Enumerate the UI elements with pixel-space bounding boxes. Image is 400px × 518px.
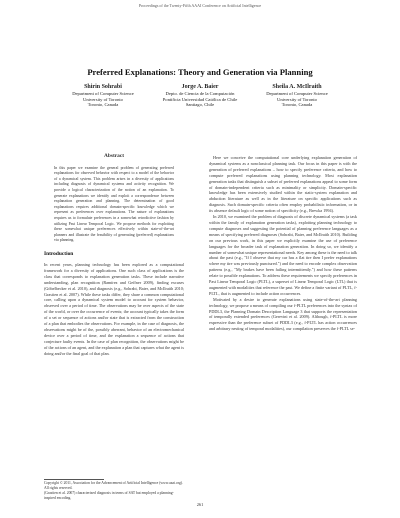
right-column: [209, 155, 357, 332]
right-paragraph-1: Here we conceive the computational core underlying explanation generation of dynamical systems as a nonclassical planning task. Our focus in this paper is with the generation of preferred explanations – how to specify preference criteria, and how to compute preferred explanations using planning technology. Most explanation generation tasks that distinguish a subset of preferred explanations appeal to some form of domain-independent criteria such as minimality or simplicity. Domain-specific knowledge has been extensively studied within the static-system explanation and abduction literature as well as in the literature on specific applications such as diagnosis. Such domain-specific criteria often employ probabilistic information, or in its absence default logic of some notion of specificity (e.g., Brewka 1994).: [209, 155, 357, 214]
section-heading-introduction: Introduction: [44, 251, 74, 257]
author-1: [48, 84, 158, 108]
footnote-divider: [44, 479, 104, 480]
author-2: [145, 84, 255, 108]
author-3: [242, 84, 352, 108]
introduction-paragraph: In recent years, planning technology has been explored as a computational framework for a diversity of applications. One such class of applications is the class that corresponds to explanation generation tasks. These include narrative understanding, plan recognition (Ramírez and Geffner 2009), finding excuses (Göbelbecker et al. 2010), and diagnosis (e.g., Sohrabi, Baier, and McIlraith 2010; Grastien et al. 2007). While these tasks differ, they share a common computational core, calling upon a dynamical system model to account for system behavior, observed over a period of time. The observations may be over aspects of the state of the world, or over the occurrence of events; the account typically takes the form of a set or sequence of actions and/or state that is extracted from the construction of a plan that embodies the observations. For example, in the case of diagnosis, the observations might be of the, possibly aberrant, behavior of an electromechanical device over a period of time, and the explanation a sequence of actions that conjecture faulty events. In the case of plan recognition, the observations might be of the actions of an agent, and the explanation a plan that captures what the agent is doing and/or the final goal of that plan.: [44, 262, 184, 356]
footnotes: [44, 481, 184, 501]
author-dept: Department of Computer Science: [72, 91, 134, 96]
author-block: [48, 84, 352, 124]
footnote-1: (Grastien et al. 2007) characterized diagnosis in terms of SAT but employed a planning-inspired encoding.: [44, 491, 174, 500]
author-institution: University of Toronto: [277, 96, 317, 102]
paper-title: Preferred Explanations: Theory and Generation via Planning: [87, 67, 313, 77]
proceedings-header: Proceedings of the Twenty-Fifth AAAI Conference on Artificial Intelligence: [138, 3, 262, 8]
page-number: 261: [196, 502, 204, 507]
author-dept: Depto. de Ciencia de la Computación: [165, 91, 235, 96]
author-city: Toronto, Canada: [281, 102, 313, 108]
abstract-text: In this paper we examine the general problem of generating preferred explanations for observed behavior with respect to a model of the behavior of a dynamical system. This problem arises in a diversity of applications including diagnosis of dynamical systems and activity recognition. We provide a logical characterization of the notion of an explanation. To generate explanations we identify and exploit a correspondence between explanation generation and planning. The determination of good explanations requires additional domain-specific knowledge which we represent as preferences over explanations. The nature of explanations requires us to formulate preferences in a somewhat retrodictive fashion by utilizing Past Linear Temporal Logic. We propose methods for exploiting these somewhat unique preferences effectively within state-of-the-art planners and illustrate the feasibility of generating (preferred) explanations via planning.: [54, 165, 174, 243]
introduction-body: [44, 262, 184, 357]
right-paragraph-2: In 2010, we examined the problem of diagnosis of discrete dynamical systems (a task within the family of explanation generation tasks), exploiting planning technology to compute diagnoses and suggesting the potential of planning preference languages as a means of specifying preferred diagnoses (Sohrabi, Baier, and McIlraith 2010). Building on our previous work, in this paper we explicitly examine the use of preference languages for the broader task of explanation generation. In doing so, we identify a number of somewhat unique representational needs. Key among these is the need to talk about the past (e.g., "If I observe that my car has a flat tire then I prefer explanations where my tire was previously punctured.") and the need to encode complex observation patterns (e.g., "My brakes have been failing intermittently.") and how these patterns relate to possible explanations. To address these requirements we specify preferences in Past Linear Temporal Logic (PLTL), a superset of Linear Temporal Logic (LTL) that is augmented with modalities that reference the past. We define a finite variant of PLTL, f-PLTL, that is augmented to include action occurrences.: [209, 214, 357, 296]
copyright-notice: Copyright © 2011, Association for the Advancement of Artificial Intelligence (www.aaai.org). All rights reserved.: [44, 481, 183, 490]
abstract: [54, 154, 174, 244]
author-name: Sheila A. McIlraith: [272, 84, 322, 90]
author-name: Shirin Sohrabi: [84, 84, 122, 90]
author-dept: Department of Computer Science: [266, 91, 328, 96]
author-city: Santiago, Chile: [185, 102, 215, 108]
author-name: Jorge A. Baier: [181, 84, 219, 90]
author-city: Toronto, Canada: [87, 102, 119, 108]
author-institution: Pontificia Universidad Católica de Chile: [162, 96, 238, 102]
author-institution: University of Toronto: [83, 96, 123, 102]
right-paragraph-3: Motivated by a desire to generate explanations using state-of-the-art planning technology, we propose a means of compiling our f-PLTL preferences into the syntax of PDDL3, the Planning Domain Description Language 3 that supports the representation of temporally extended preferences (Gerevini et al. 2009). Although, f-PLTL is more expressive than the preference subset of PDDL3 (e.g., f-PLTL has action occurrences and arbitrary nesting of temporal modalities), our compilation preserves the f-PLTL se-: [209, 296, 357, 332]
abstract-heading: Abstract: [103, 153, 125, 159]
